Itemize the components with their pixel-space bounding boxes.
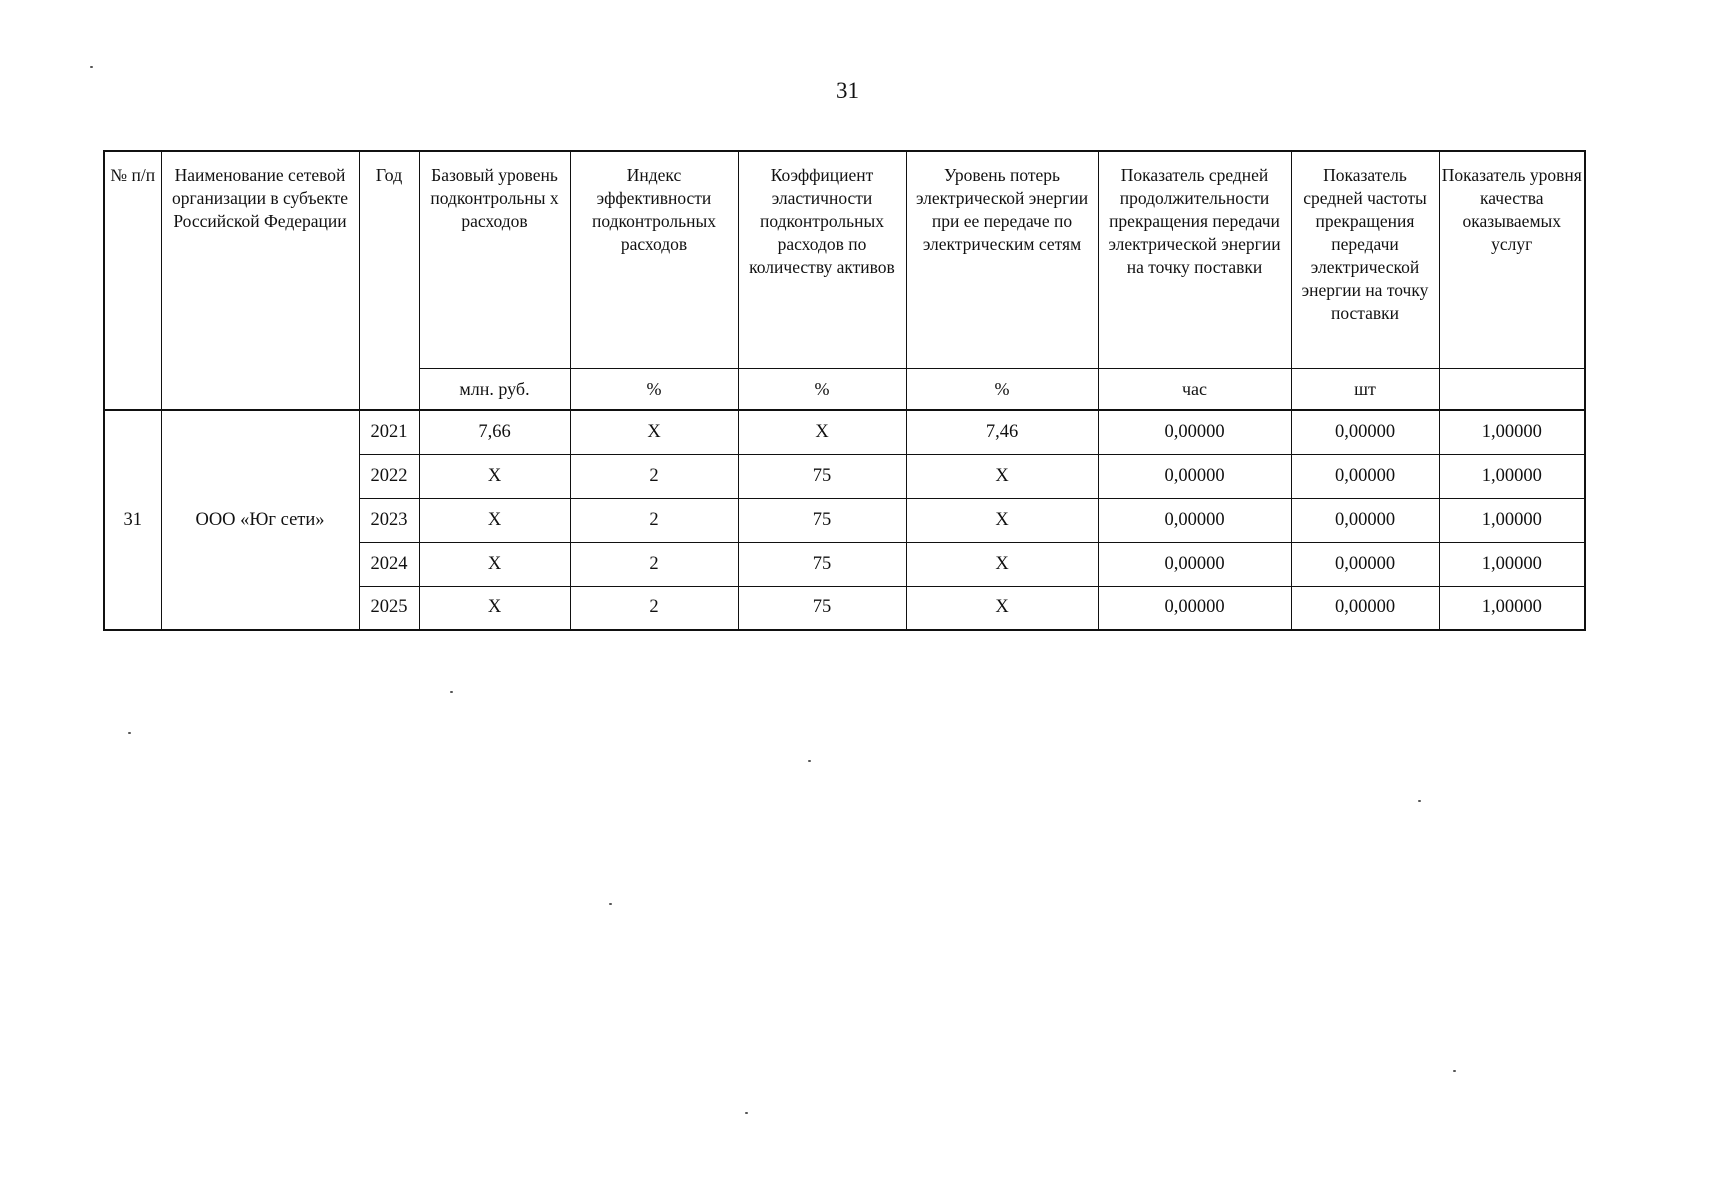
header-year: Год bbox=[359, 151, 419, 410]
cell-base-level: X bbox=[419, 586, 570, 630]
cell-elasticity: 75 bbox=[738, 586, 906, 630]
unit-losses: % bbox=[906, 369, 1098, 411]
cell-duration: 0,00000 bbox=[1098, 454, 1291, 498]
cell-losses: X bbox=[906, 498, 1098, 542]
cell-duration: 0,00000 bbox=[1098, 410, 1291, 454]
scan-speck bbox=[128, 732, 131, 734]
cell-losses: X bbox=[906, 454, 1098, 498]
cell-efficiency-index: 2 bbox=[570, 542, 738, 586]
header-base-level: Базовый уровень подконтрольны х расходов bbox=[419, 151, 570, 369]
cell-elasticity: 75 bbox=[738, 454, 906, 498]
scan-speck bbox=[1418, 800, 1421, 802]
cell-duration: 0,00000 bbox=[1098, 498, 1291, 542]
cell-losses: X bbox=[906, 542, 1098, 586]
header-number: № п/п bbox=[104, 151, 161, 410]
header-elasticity: Коэффициент эластичности подконтрольных расходов по количеству активов bbox=[738, 151, 906, 369]
cell-base-level: X bbox=[419, 454, 570, 498]
cell-base-level: X bbox=[419, 498, 570, 542]
table-row bbox=[104, 410, 1585, 454]
header-row bbox=[104, 151, 1585, 369]
scan-speck bbox=[609, 903, 612, 905]
entry-number: 31 bbox=[104, 410, 161, 630]
cell-quality: 1,00000 bbox=[1439, 498, 1585, 542]
cell-base-level: 7,66 bbox=[419, 410, 570, 454]
scan-speck bbox=[450, 691, 453, 693]
cell-quality: 1,00000 bbox=[1439, 454, 1585, 498]
unit-quality bbox=[1439, 369, 1585, 411]
cell-quality: 1,00000 bbox=[1439, 410, 1585, 454]
cell-frequency: 0,00000 bbox=[1291, 586, 1439, 630]
cell-year: 2025 bbox=[359, 586, 419, 630]
scan-speck bbox=[90, 66, 93, 68]
cell-base-level: X bbox=[419, 542, 570, 586]
cell-frequency: 0,00000 bbox=[1291, 542, 1439, 586]
cell-losses: X bbox=[906, 586, 1098, 630]
cell-elasticity: X bbox=[738, 410, 906, 454]
cell-year: 2024 bbox=[359, 542, 419, 586]
cell-duration: 0,00000 bbox=[1098, 542, 1291, 586]
header-efficiency-index: Индекс эффективности подконтрольных расходов bbox=[570, 151, 738, 369]
cell-quality: 1,00000 bbox=[1439, 586, 1585, 630]
scan-speck bbox=[808, 760, 811, 762]
cell-year: 2023 bbox=[359, 498, 419, 542]
cell-losses: 7,46 bbox=[906, 410, 1098, 454]
header-losses: Уровень потерь электрической энергии при ее передаче по электрическим сетям bbox=[906, 151, 1098, 369]
cell-efficiency-index: X bbox=[570, 410, 738, 454]
cell-frequency: 0,00000 bbox=[1291, 410, 1439, 454]
unit-frequency: шт bbox=[1291, 369, 1439, 411]
header-quality: Показатель уровня качества оказываемых услуг bbox=[1439, 151, 1585, 369]
cell-elasticity: 75 bbox=[738, 498, 906, 542]
indicators-table bbox=[103, 150, 1586, 631]
cell-duration: 0,00000 bbox=[1098, 586, 1291, 630]
entry-organization: ООО «Юг сети» bbox=[161, 410, 359, 630]
unit-base-level: млн. руб. bbox=[419, 369, 570, 411]
cell-quality: 1,00000 bbox=[1439, 542, 1585, 586]
scan-speck bbox=[745, 1112, 748, 1114]
header-frequency: Показатель средней частоты прекращения передачи электрической энергии на точку поставки bbox=[1291, 151, 1439, 369]
cell-efficiency-index: 2 bbox=[570, 454, 738, 498]
unit-duration: час bbox=[1098, 369, 1291, 411]
header-organization: Наименование сетевой организации в субъекте Российской Федерации bbox=[161, 151, 359, 410]
cell-elasticity: 75 bbox=[738, 542, 906, 586]
cell-year: 2021 bbox=[359, 410, 419, 454]
header-duration: Показатель средней продолжительности прекращения передачи электрической энергии на точку поставки bbox=[1098, 151, 1291, 369]
cell-frequency: 0,00000 bbox=[1291, 454, 1439, 498]
unit-elasticity: % bbox=[738, 369, 906, 411]
cell-frequency: 0,00000 bbox=[1291, 498, 1439, 542]
unit-efficiency-index: % bbox=[570, 369, 738, 411]
cell-year: 2022 bbox=[359, 454, 419, 498]
cell-efficiency-index: 2 bbox=[570, 586, 738, 630]
cell-efficiency-index: 2 bbox=[570, 498, 738, 542]
page-number: 31 bbox=[836, 78, 859, 103]
scan-speck bbox=[1453, 1070, 1456, 1072]
